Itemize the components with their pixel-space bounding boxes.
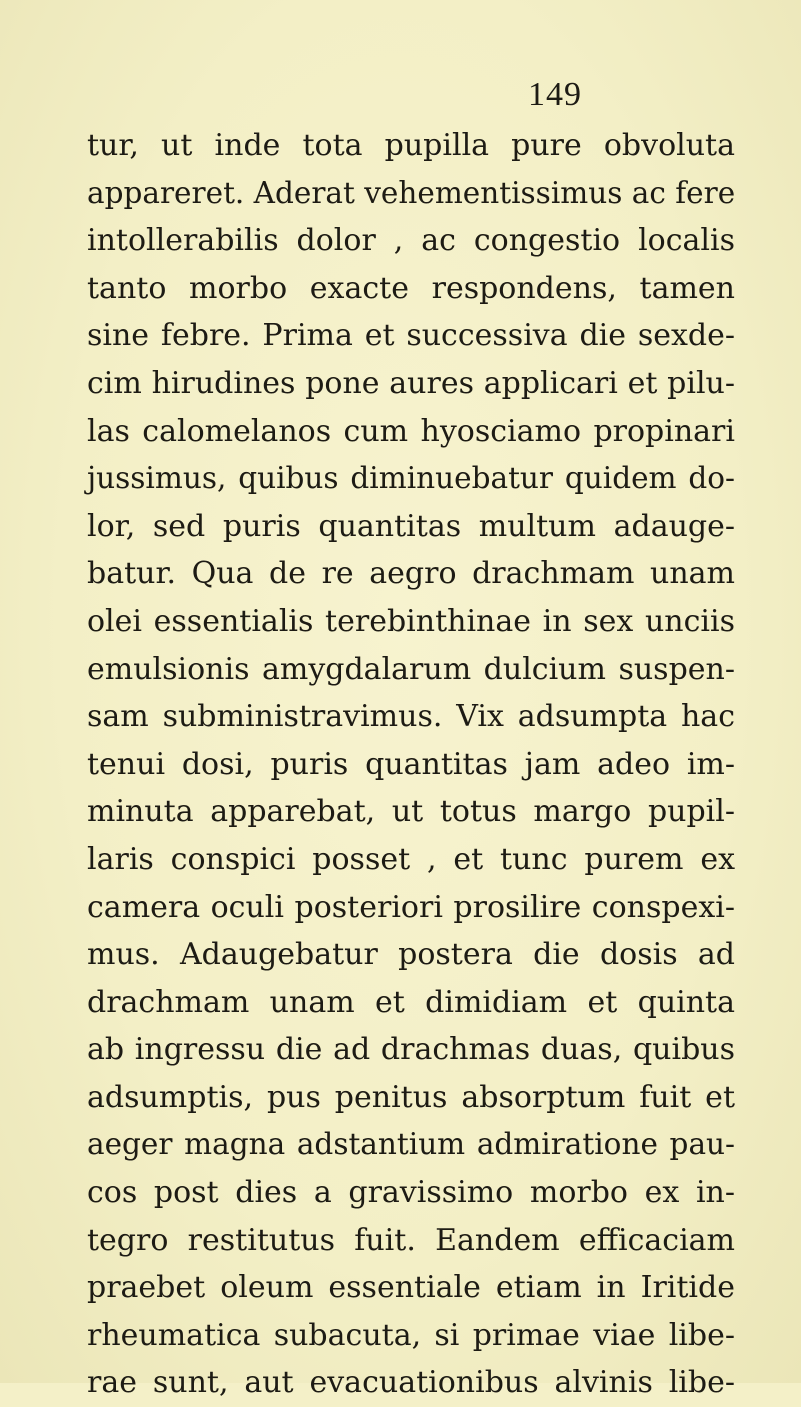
text-line: laris conspici posset , et tunc purem ex: [87, 841, 735, 877]
text-line: praebet oleum essentiale etiam in Iritide: [87, 1270, 735, 1306]
text-line: rheumatica subacuta, si primae viae libe-: [87, 1317, 735, 1353]
text-line: tegro restitutus fuit. Eandem efficaciam: [87, 1222, 735, 1258]
text-line: adsumptis, pus penitus absorptum fuit et: [87, 1079, 735, 1115]
text-line: batur. Qua de re aegro drachmam unam: [87, 556, 735, 592]
text-line: tenui dosi, puris quantitas jam adeo im-: [87, 746, 735, 782]
page-number: 149: [528, 76, 582, 113]
text-line: camera oculi posteriori prosilire conspexi-: [87, 889, 735, 925]
text-line: rae sunt, aut evacuationibus alvinis libe-: [87, 1365, 735, 1401]
text-line: mus. Adaugebatur postera die dosis ad: [87, 937, 735, 973]
text-line: lor, sed puris quantitas multum adauge-: [87, 508, 735, 544]
text-line: cim hirudines pone aures applicari et pilu-: [87, 365, 735, 401]
text-line: sine febre. Prima et successiva die sexde-: [87, 318, 735, 354]
body-text: [87, 122, 735, 1407]
text-line: appareret. Aderat vehementissimus ac fere: [87, 175, 736, 210]
text-line: tur, ut inde tota pupilla pure obvoluta: [87, 128, 735, 163]
text-line: aeger magna adstantium admiratione pau-: [87, 1127, 735, 1162]
text-line: emulsionis amygdalarum dulcium suspen-: [87, 651, 735, 687]
text-line: cos post dies a gravissimo morbo ex in-: [87, 1175, 735, 1211]
text-line: olei essentialis terebinthinae in sex unciis: [87, 603, 735, 639]
text-line: jussimus, quibus diminuebatur quidem do-: [87, 461, 735, 496]
text-line: minuta apparebat, ut totus margo pupil-: [87, 794, 735, 830]
text-line: tanto morbo exacte respondens, tamen: [87, 270, 735, 306]
text-line: las calomelanos cum hyosciamo propinari: [87, 413, 735, 449]
text-line: intollerabilis dolor , ac congestio localis: [87, 223, 735, 259]
text-line: ab ingressu die ad drachmas duas, quibus: [87, 1032, 735, 1068]
text-line: sam subministravimus. Vix adsumpta hac: [87, 699, 735, 735]
text-line: drachmam unam et dimidiam et quinta: [87, 984, 735, 1020]
